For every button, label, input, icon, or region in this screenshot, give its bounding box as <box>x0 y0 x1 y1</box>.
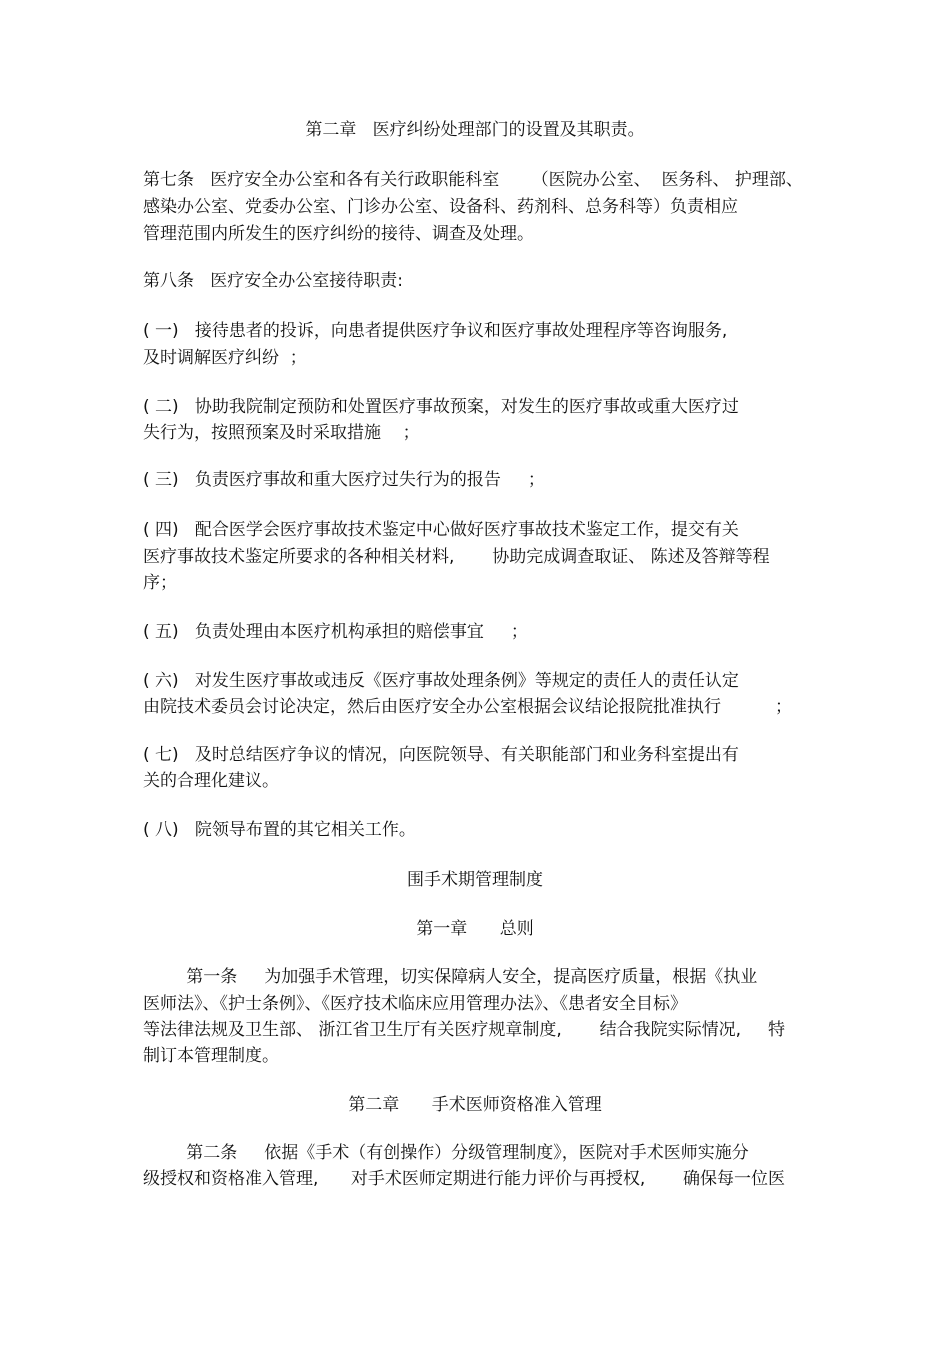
item-7-line-1: ( 七) 及时总结医疗争议的情况，向医院领导、有关职能部门和业务科室提出有 <box>143 745 739 765</box>
article-2-line-1: 第二条 依据《手术（有创操作）分级管理制度》，医院对手术医师实施分 <box>143 1143 749 1163</box>
article-1-line-4: 制订本管理制度。 <box>143 1046 279 1066</box>
article-8-title: 第八条 医疗安全办公室接待职责: <box>143 271 403 291</box>
item-4-line-2: 医疗事故技术鉴定所要求的各种相关材料, 协助完成调查取证、 陈述及答辩等程 <box>143 547 770 567</box>
article-1-line-1: 第一条 为加强手术管理，切实保障病人安全，提高医疗质量，根据《执业 <box>143 967 758 987</box>
item-3-line-1: ( 三) 负责医疗事故和重大医疗过失行为的报告 ； <box>143 470 545 490</box>
perioperative-title: 围手术期管理制度 <box>407 870 543 890</box>
article-7-line-3: 管理范围内所发生的医疗纠纷的接待、调查及处理。 <box>143 224 534 244</box>
item-6-line-2: 由院技术委员会讨论决定，然后由医疗安全办公室根据会议结论报院批准执行 ； <box>143 697 793 717</box>
chapter-2-title: 第二章 医疗纠纷处理部门的设置及其职责。 <box>305 120 645 140</box>
article-2-line-2: 级授权和资格准入管理, 对手术医师定期进行能力评价与再授权, 确保每一位医 <box>143 1169 786 1189</box>
chapter-1-title: 第一章 总则 <box>416 919 534 939</box>
item-7-line-2: 关的合理化建议。 <box>143 771 279 791</box>
item-8-line-1: ( 八) 院领导布置的其它相关工作。 <box>143 820 416 840</box>
item-1-line-2: 及时调解医疗纠纷 ； <box>143 348 307 368</box>
item-4-line-1: ( 四) 配合医学会医疗事故技术鉴定中心做好医疗事故技术鉴定工作，提交有关 <box>143 520 739 540</box>
article-7-line-1: 第七条 医疗安全办公室和各有关行政职能科室 （医院办公室、 医务科、 护理部、 <box>143 170 803 190</box>
article-1-line-2: 医师法》、《护士条例》、《医疗技术临床应用管理办法》、《患者安全目标》 <box>143 994 687 1014</box>
article-7-line-2: 感染办公室、党委办公室、门诊办公室、设备科、药剂科、总务科等）负责相应 <box>143 197 738 217</box>
chapter-2b-title: 第二章 手术医师资格准入管理 <box>348 1095 602 1115</box>
item-6-line-1: ( 六) 对发生医疗事故或违反《医疗事故处理条例》等规定的责任人的责任认定 <box>143 671 739 691</box>
article-1-line-3: 等法律法规及卫生部、 浙江省卫生厅有关医疗规章制度, 结合我院实际情况, 特 <box>143 1020 786 1040</box>
item-1-line-1: ( 一) 接待患者的投诉，向患者提供医疗争议和医疗事故处理程序等咨询服务, <box>143 321 728 341</box>
item-2-line-1: ( 二) 协助我院制定预防和处置医疗事故预案，对发生的医疗事故或重大医疗过 <box>143 397 739 417</box>
item-4-line-3: 序； <box>143 573 177 593</box>
item-5-line-1: ( 五) 负责处理由本医疗机构承担的赔偿事宜 ； <box>143 622 528 642</box>
item-2-line-2: 失行为，按照预案及时采取措施 ； <box>143 423 420 443</box>
